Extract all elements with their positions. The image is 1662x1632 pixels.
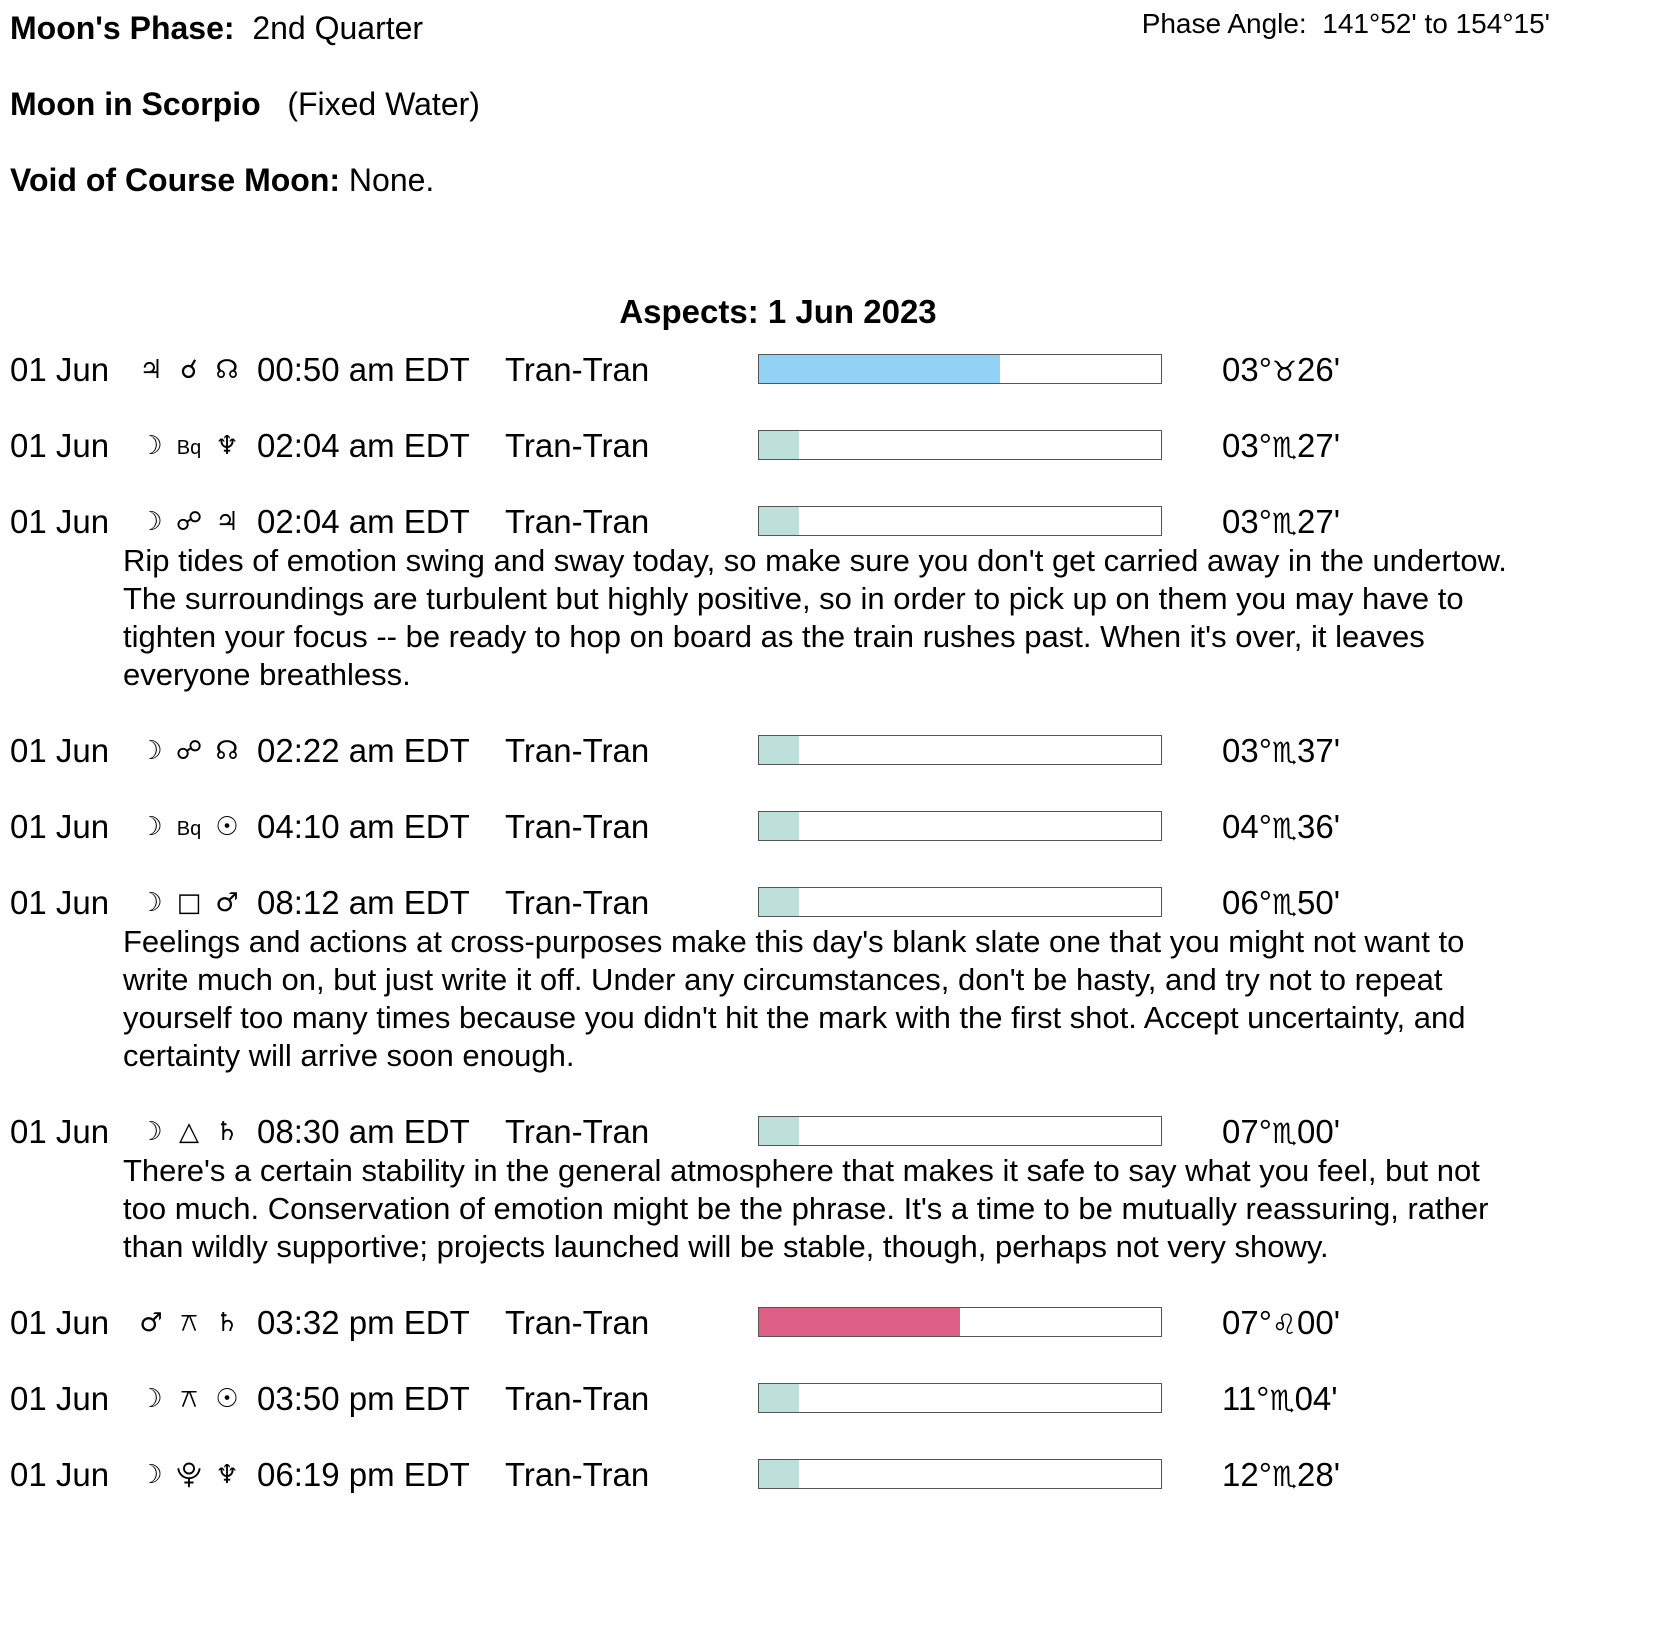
aspect-glyphs — [132, 731, 246, 771]
aspect-time: 06:19 pm EDT — [257, 1456, 470, 1493]
aspect-position — [1222, 426, 1340, 468]
voc-label: Void of Course Moon: — [10, 162, 341, 198]
aspect-entry — [0, 350, 1662, 426]
aspect-type: Tran-Tran — [505, 503, 650, 540]
aspect-glyphs — [132, 426, 246, 468]
aspect-row — [0, 426, 1662, 466]
moon-phase-label: Moon's Phase: — [10, 10, 235, 46]
aspect-glyphs — [132, 1112, 246, 1152]
planet2-icon: ☉ — [215, 1384, 239, 1414]
aspect-position — [1222, 502, 1340, 544]
aspect-icon: ☍ — [175, 507, 203, 537]
aspect-entry — [0, 1303, 1662, 1379]
aspect-position — [1222, 1303, 1340, 1345]
strength-bar — [758, 354, 1162, 384]
aspect-entry — [0, 502, 1662, 731]
voc-value: None. — [348, 162, 435, 198]
aspect-date: 01 Jun — [10, 808, 110, 845]
aspect-type: Tran-Tran — [505, 1456, 650, 1493]
aspect-date: 01 Jun — [10, 1456, 110, 1493]
aspect-position — [1222, 807, 1340, 849]
aspect-glyphs — [132, 807, 246, 849]
planet2-icon: ♄ — [215, 1308, 239, 1338]
strength-bar — [758, 811, 1162, 841]
aspect-row — [0, 1303, 1662, 1343]
moon-phase — [10, 8, 423, 48]
moon-sign-label: Moon in Scorpio — [10, 86, 261, 122]
strength-bar-fill — [759, 1117, 799, 1145]
aspect-date: 01 Jun — [10, 1380, 110, 1417]
moon-phase-value: 2nd Quarter — [252, 10, 424, 46]
position-degree: 03° — [1222, 351, 1272, 388]
zodiac-sign-icon: ♏ — [1271, 1460, 1298, 1493]
aspect-type: Tran-Tran — [505, 1380, 650, 1417]
position-minutes: 36' — [1297, 808, 1341, 845]
strength-bar-fill — [759, 736, 799, 764]
position-minutes: 04' — [1294, 1380, 1338, 1417]
zodiac-sign-icon: ♏ — [1271, 736, 1298, 769]
aspect-row — [0, 1379, 1662, 1419]
aspect-type: Tran-Tran — [505, 351, 650, 388]
position-degree: 03° — [1222, 732, 1272, 769]
strength-bar — [758, 1307, 1162, 1337]
aspect-date: 01 Jun — [10, 884, 110, 921]
position-degree: 06° — [1222, 884, 1272, 921]
strength-bar-fill — [759, 888, 799, 916]
moon-sign — [10, 84, 480, 124]
aspect-date: 01 Jun — [10, 732, 110, 769]
aspect-description: Feelings and actions at cross-purposes make this day's blank slate one that you might not want to write much on, but just write it off. Under any circumstances, don't be hasty, and try not to repeat yourself too many times because you didn't hit the mark with the first shot. Accept uncertainty, and certainty will arrive soon enough. — [123, 924, 1466, 1073]
zodiac-sign-icon: ♌ — [1271, 1308, 1298, 1341]
aspect-position — [1222, 1379, 1338, 1421]
aspect-type: Tran-Tran — [505, 732, 650, 769]
aspect-type: Tran-Tran — [505, 884, 650, 921]
aspect-row — [0, 883, 1662, 923]
aspect-date: 01 Jun — [10, 1113, 110, 1150]
planet2-icon: ♃ — [215, 507, 239, 537]
aspect-time: 02:04 am EDT — [257, 427, 470, 464]
aspect-position — [1222, 731, 1340, 773]
aspect-row — [0, 1455, 1662, 1495]
aspect-icon: □ — [176, 888, 202, 918]
position-degree: 11° — [1222, 1380, 1270, 1417]
aspect-row — [0, 1112, 1662, 1152]
zodiac-sign-icon: ♏ — [1271, 812, 1298, 845]
aspect-entry — [0, 883, 1662, 1112]
position-degree: 07° — [1222, 1304, 1272, 1341]
aspect-date: 01 Jun — [10, 427, 110, 464]
aspect-time: 08:12 am EDT — [257, 884, 470, 921]
strength-bar-fill — [759, 507, 799, 535]
aspect-time: 04:10 am EDT — [257, 808, 470, 845]
aspect-position — [1222, 883, 1340, 925]
aspect-icon: Bq — [176, 437, 202, 459]
strength-bar — [758, 1383, 1162, 1413]
planet1-icon: ♂ — [139, 1308, 163, 1338]
planet2-icon: ☉ — [215, 812, 239, 842]
aspect-time: 02:04 am EDT — [257, 503, 470, 540]
aspect-entry — [0, 1379, 1662, 1455]
planet2-icon: ♆ — [215, 431, 239, 461]
aspects-title: Aspects: 1 Jun 2023 — [619, 293, 937, 330]
aspect-icon: Bq — [176, 818, 202, 840]
aspect-entry — [0, 807, 1662, 883]
aspect-row — [0, 350, 1662, 390]
planet2-icon: ♆ — [215, 1460, 239, 1490]
aspect-row — [0, 807, 1662, 847]
strength-bar — [758, 506, 1162, 536]
aspect-date: 01 Jun — [10, 1304, 110, 1341]
moon-sign-value: (Fixed Water) — [287, 86, 480, 122]
zodiac-sign-icon: ♉ — [1271, 355, 1298, 388]
strength-bar-fill — [759, 431, 799, 459]
aspect-type: Tran-Tran — [505, 427, 650, 464]
planet1-icon: ☽ — [139, 812, 163, 842]
aspect-glyphs — [132, 1303, 246, 1343]
aspect-date: 01 Jun — [10, 351, 110, 388]
strength-bar-fill — [759, 1460, 799, 1488]
aspect-position — [1222, 1455, 1340, 1497]
aspects-list — [0, 350, 1662, 1531]
aspect-time: 02:22 am EDT — [257, 732, 470, 769]
planet1-icon: ☽ — [139, 888, 163, 918]
position-minutes: 27' — [1297, 427, 1341, 464]
position-minutes: 28' — [1297, 1456, 1341, 1493]
planet2-icon: ♂ — [215, 888, 239, 918]
position-degree: 07° — [1222, 1113, 1272, 1150]
position-minutes: 37' — [1297, 732, 1341, 769]
aspect-row — [0, 502, 1662, 542]
aspect-glyphs — [132, 502, 246, 542]
position-degree: 03° — [1222, 427, 1272, 464]
aspect-type: Tran-Tran — [505, 1113, 650, 1150]
aspect-type: Tran-Tran — [505, 1304, 650, 1341]
aspect-icon: ☍ — [175, 736, 203, 766]
planet1-icon: ♃ — [139, 355, 163, 385]
aspect-glyphs — [132, 350, 246, 390]
planet2-icon: ☊ — [215, 355, 239, 385]
aspect-entry — [0, 426, 1662, 502]
aspect-icon: △ — [179, 1117, 199, 1147]
aspect-row — [0, 731, 1662, 771]
strength-bar — [758, 1116, 1162, 1146]
aspect-position — [1222, 350, 1340, 392]
phase-angle — [1142, 6, 1550, 42]
aspect-icon: ⚻ — [180, 1308, 198, 1338]
position-minutes: 00' — [1297, 1113, 1341, 1150]
planet1-icon: ☽ — [139, 736, 163, 766]
aspect-entry — [0, 1112, 1662, 1303]
position-degree: 03° — [1222, 503, 1272, 540]
position-minutes: 50' — [1297, 884, 1341, 921]
aspect-entry — [0, 731, 1662, 807]
strength-bar-fill — [759, 812, 799, 840]
strength-bar — [758, 430, 1162, 460]
planet2-icon: ♄ — [215, 1117, 239, 1147]
aspect-description: Rip tides of emotion swing and sway today, so make sure you don't get carried away in the undertow. The surroundings are turbulent but highly positive, so in order to pick up on them you may have to tighten your focus -- be ready to hop on board as the train rushes past. When it's over, it leaves everyone breathless. — [123, 543, 1507, 692]
zodiac-sign-icon: ♏ — [1271, 507, 1298, 540]
void-of-course — [10, 160, 434, 200]
position-degree: 04° — [1222, 808, 1272, 845]
planet1-icon: ☽ — [139, 507, 163, 537]
position-minutes: 26' — [1297, 351, 1341, 388]
aspect-time: 00:50 am EDT — [257, 351, 470, 388]
phase-angle-label: Phase Angle: — [1141, 8, 1307, 39]
zodiac-sign-icon: ♏ — [1269, 1384, 1295, 1417]
strength-bar — [758, 887, 1162, 917]
planet1-icon: ☽ — [139, 1384, 163, 1414]
zodiac-sign-icon: ♏ — [1271, 888, 1298, 921]
planet1-icon: ☽ — [139, 431, 163, 461]
aspect-glyphs — [132, 1379, 246, 1419]
zodiac-sign-icon: ♏ — [1271, 431, 1298, 464]
strength-bar — [758, 1459, 1162, 1489]
strength-bar-fill — [759, 355, 1000, 383]
zodiac-sign-icon: ♏ — [1271, 1117, 1298, 1150]
aspect-entry — [0, 1455, 1662, 1531]
position-minutes: 27' — [1297, 503, 1341, 540]
aspect-time: 03:32 pm EDT — [257, 1304, 470, 1341]
aspect-position — [1222, 1112, 1340, 1154]
planet1-icon: ☽ — [139, 1117, 163, 1147]
aspect-icon: ☌ — [180, 355, 198, 385]
strength-bar — [758, 735, 1162, 765]
aspect-glyphs — [132, 883, 246, 923]
strength-bar-fill — [759, 1308, 960, 1336]
aspect-time: 03:50 pm EDT — [257, 1380, 470, 1417]
aspect-time: 08:30 am EDT — [257, 1113, 470, 1150]
aspect-type: Tran-Tran — [505, 808, 650, 845]
aspect-description: There's a certain stability in the general atmosphere that makes it safe to say what you feel, but not too much. Conservation of emotion might be the phrase. It's a time to be mutually reassuring, rather than wildly supportive; projects launched will be stable, though, perhaps not very showy. — [123, 1153, 1489, 1264]
aspect-icon: ⚻ — [180, 1384, 198, 1414]
strength-bar-fill — [759, 1384, 799, 1412]
aspect-date: 01 Jun — [10, 503, 110, 540]
planet2-icon: ☊ — [215, 736, 239, 766]
position-degree: 12° — [1222, 1456, 1272, 1493]
position-minutes: 00' — [1297, 1304, 1341, 1341]
phase-angle-value: 141°52' to 154°15' — [1322, 8, 1550, 39]
aspect-icon: ⯓ — [176, 1460, 202, 1490]
planet1-icon: ☽ — [139, 1460, 163, 1490]
aspect-glyphs — [132, 1455, 246, 1495]
